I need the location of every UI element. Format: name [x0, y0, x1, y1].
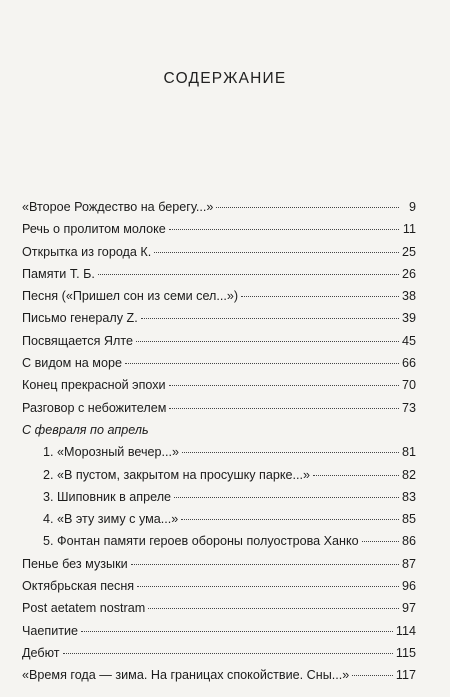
toc-entry-title: Пенье без музыки [22, 556, 128, 571]
dot-leader [63, 653, 393, 654]
toc-entry [22, 664, 416, 686]
dot-leader [125, 363, 399, 364]
dot-leader [169, 229, 399, 230]
dot-leader [362, 541, 399, 542]
toc-entry-title: 1. «Морозный вечер...» [43, 445, 180, 460]
toc-entry [22, 263, 416, 285]
toc-entry [22, 352, 416, 374]
table-of-contents [22, 196, 416, 687]
toc-entry-title: Разговор с небожителем [22, 400, 167, 415]
toc-entry [22, 620, 416, 642]
toc-entry [22, 218, 416, 240]
toc-entry [22, 553, 416, 575]
toc-entry-title: Открытка из города К. [22, 244, 152, 259]
toc-entry [22, 285, 416, 307]
page-title: СОДЕРЖАНИЕ [163, 70, 287, 87]
toc-page-number: 45 [401, 333, 416, 348]
toc-page-number: 70 [401, 378, 416, 393]
toc-entry-title: 5. Фонтан памяти героев обороны полуострова Ханко [43, 534, 359, 549]
toc-entry [22, 397, 416, 419]
toc-entry-title: Посвящается Ялте [22, 333, 133, 348]
toc-entry-title: Памяти Т. Б. [22, 266, 95, 281]
toc-entry-title: Чаепитие [22, 623, 79, 638]
toc-page-number: 38 [401, 289, 416, 304]
toc-page-number: 26 [401, 266, 416, 281]
toc-page-number: 82 [401, 467, 416, 482]
toc-entry [22, 374, 416, 396]
toc-entry [22, 241, 416, 263]
dot-leader [169, 385, 399, 386]
toc-subentry [22, 508, 416, 530]
toc-page-number: 83 [401, 489, 416, 504]
dot-leader [241, 296, 399, 297]
toc-entry-title: Post aetatem nostram [22, 601, 146, 616]
toc-page-number: 86 [401, 534, 416, 549]
dot-leader [136, 341, 399, 342]
toc-entry-title: Конец прекрасной эпохи [22, 378, 166, 393]
toc-entry [22, 196, 416, 218]
toc-entry [22, 575, 416, 597]
toc-entry-title: С видом на море [22, 356, 122, 371]
toc-subentry [22, 530, 416, 552]
toc-entry-title: Дебют [22, 645, 60, 660]
toc-entry [22, 330, 416, 352]
toc-entry-title: «Второе Рождество на берегу...» [22, 200, 214, 214]
toc-entry-title: Октябрьская песня [22, 579, 135, 594]
toc-page-number: 117 [395, 668, 416, 683]
toc-subentry [22, 441, 416, 463]
dot-leader [352, 675, 393, 676]
dot-leader [216, 207, 399, 208]
toc-page-number: 87 [401, 556, 416, 571]
toc-subentry [22, 486, 416, 508]
toc-page-number: 115 [395, 645, 416, 660]
toc-section-title: С февраля по апрель [22, 422, 149, 437]
toc-page-number: 81 [401, 445, 416, 460]
dot-leader [154, 252, 399, 253]
toc-entry [22, 307, 416, 329]
dot-leader [169, 408, 399, 409]
dot-leader [137, 586, 399, 587]
dot-leader [81, 631, 393, 632]
toc-page-number: 114 [395, 623, 416, 638]
toc-entry-title: Песня («Пришел сон из семи сел...») [22, 289, 239, 304]
toc-page-number: 97 [401, 601, 416, 616]
toc-page-number: 39 [401, 311, 416, 326]
toc-entry-title: 4. «В эту зиму с ума...» [43, 512, 179, 527]
toc-subentry [22, 464, 416, 486]
toc-entry-title: «Время года — зима. На границах спокойствие. Сны...» [22, 668, 350, 683]
toc-page-number: 9 [408, 200, 416, 214]
dot-leader [182, 452, 399, 453]
toc-page-number: 85 [401, 512, 416, 527]
toc-page-number: 66 [401, 356, 416, 371]
dot-leader [141, 318, 399, 319]
toc-section-heading [22, 419, 416, 441]
toc-entry-title: 2. «В пустом, закрытом на просушку парке...» [43, 467, 311, 482]
toc-entry-title: 3. Шиповник в апреле [43, 489, 172, 504]
toc-page-number: 11 [402, 222, 416, 237]
toc-page-number: 73 [401, 400, 416, 415]
toc-entry [22, 597, 416, 619]
dot-leader [98, 274, 399, 275]
dot-leader [313, 475, 399, 476]
toc-entry-title: Речь о пролитом молоке [22, 222, 166, 237]
dot-leader [131, 564, 399, 565]
dot-leader [181, 519, 399, 520]
toc-entry-title: Письмо генералу Z. [22, 311, 138, 326]
toc-page-number: 25 [401, 244, 416, 259]
dot-leader [148, 608, 399, 609]
dot-leader [174, 497, 399, 498]
toc-entry [22, 642, 416, 664]
toc-page-number: 96 [401, 579, 416, 594]
